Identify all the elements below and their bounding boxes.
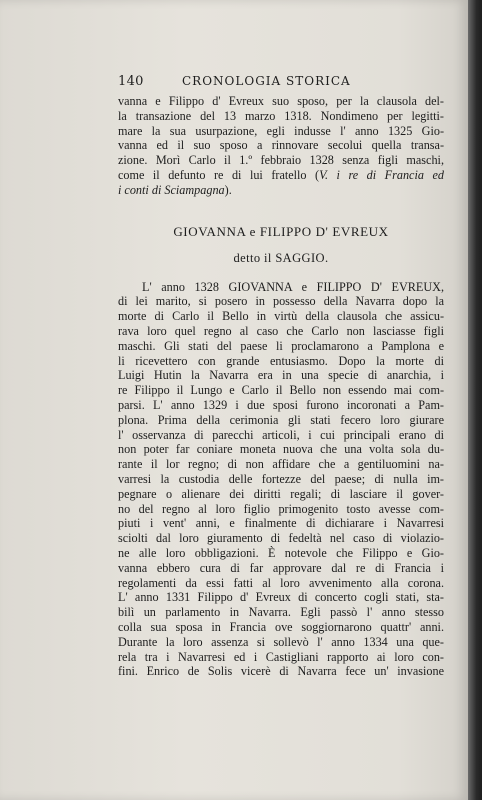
text-run: come il defunto re di lui fratello ( [118, 167, 320, 182]
text-line: mare la sua usurpazione, egli indusse l' anno 1325 Gio- [118, 123, 444, 138]
text-line: rava loro quel regno al caso che Carlo non lasciasse figli [118, 323, 444, 338]
text-line: non poter far coniare moneta nuova che una volta sola du- [118, 442, 444, 457]
text-line: bilì un parlamento in Navarra. Egli passò l' anno stesso [118, 605, 444, 620]
text-line: vanna ebbero cura di far approvare dal re di Francia i [118, 560, 444, 575]
text-line [118, 183, 444, 198]
section-subtitle: detto il SAGGIO. [233, 250, 329, 265]
text-line: regolamenti da essi fatti al loro avvenimento alla corona. [118, 575, 444, 590]
running-head [118, 74, 444, 94]
text-line: no del regno al loro figlio primogenito tosto avesse com- [118, 501, 444, 516]
text-line: vanna e Filippo d' Evreux suo sposo, per la clausola del- [118, 94, 444, 108]
text-line: varresi la custodia delle fortezze del paese; di nulla im- [118, 471, 444, 486]
text-line: colla sua sposa in Francia ove soggiornarono quattr' anni. [118, 619, 444, 634]
text-line: vanna ed il suo sposo a rinnovare secolui quella transa- [118, 138, 444, 153]
text-line: parsi. L' anno 1329 i due sposi furono incoronati a Pam- [118, 397, 444, 412]
section-title: GIOVANNA e FILIPPO D' EVREUX [173, 223, 389, 239]
text-line: maschi. Gli stati del paese li proclamarono a Pamplona e [118, 338, 444, 353]
text-line: di lei marito, si posero in possesso della Navarra dopo la [118, 294, 444, 309]
text-line: zione. Morì Carlo il 1.º febbraio 1328 senza figli maschi, [118, 153, 444, 168]
text-line [118, 168, 444, 183]
text-run: ). [224, 182, 232, 197]
text-line: l' osservanza di parecchi articoli, i cui principali erano di [118, 427, 444, 442]
text-line: ne alle loro obbligazioni. È notevole che Filippo e Gio- [118, 545, 444, 560]
text-line: Luigi Hutin la Navarra era in una specie di anarchia, i [118, 368, 444, 383]
page-number: 140 [118, 74, 144, 89]
text-line: L' anno 1331 Filippo d' Evreux di concerto cogli stati, sta- [118, 590, 444, 605]
text-line: rante il lor regno; di non affidare che a gentiluomini na- [118, 457, 444, 472]
text-line: rela tra i Navarresi ed i Castigliani rapporto ai loro con- [118, 649, 444, 664]
intro-paragraph [118, 94, 444, 198]
italic-reference: V. i re di Francia ed [319, 167, 444, 182]
text-line: li ricevettero con grande entusiasmo. Dopo la morte di [118, 353, 444, 368]
text-line: plona. Prima della cerimonia gli stati fecero loro giurare [118, 412, 444, 427]
body-paragraph [118, 280, 444, 680]
text-line: fini. Enrico de Solis vicerè di Navarra fece un' invasione [118, 664, 444, 679]
italic-reference: i conti di Sciampagna [118, 182, 225, 197]
text-line: re Filippo il Lungo e Carlo il Bello non essendo mai com- [118, 383, 444, 398]
book-spine-edge [468, 0, 482, 800]
text-line: L' anno 1328 GIOVANNA e FILIPPO D' EVREUX, [142, 279, 444, 294]
text-line: Durante la loro assenza si sollevò l' anno 1334 una que- [118, 634, 444, 649]
text-line: pegnare o alienare dei diritti regali; di lasciare il gover- [118, 486, 444, 501]
text-line: sciolti dal loro giuramento di fedeltà nel caso di violazio- [118, 531, 444, 546]
text-line: morte di Carlo il Bello in virtù della clausola che assicu- [118, 309, 444, 324]
page-content [118, 74, 444, 679]
text-line: piuti i vent' anni, e finalmente di dichiarare i Navarresi [118, 516, 444, 531]
running-title: CRONOLOGIA STORICA [182, 74, 351, 88]
text-line: la transazione del 13 marzo 1318. Nondimeno per legitti- [118, 108, 444, 123]
